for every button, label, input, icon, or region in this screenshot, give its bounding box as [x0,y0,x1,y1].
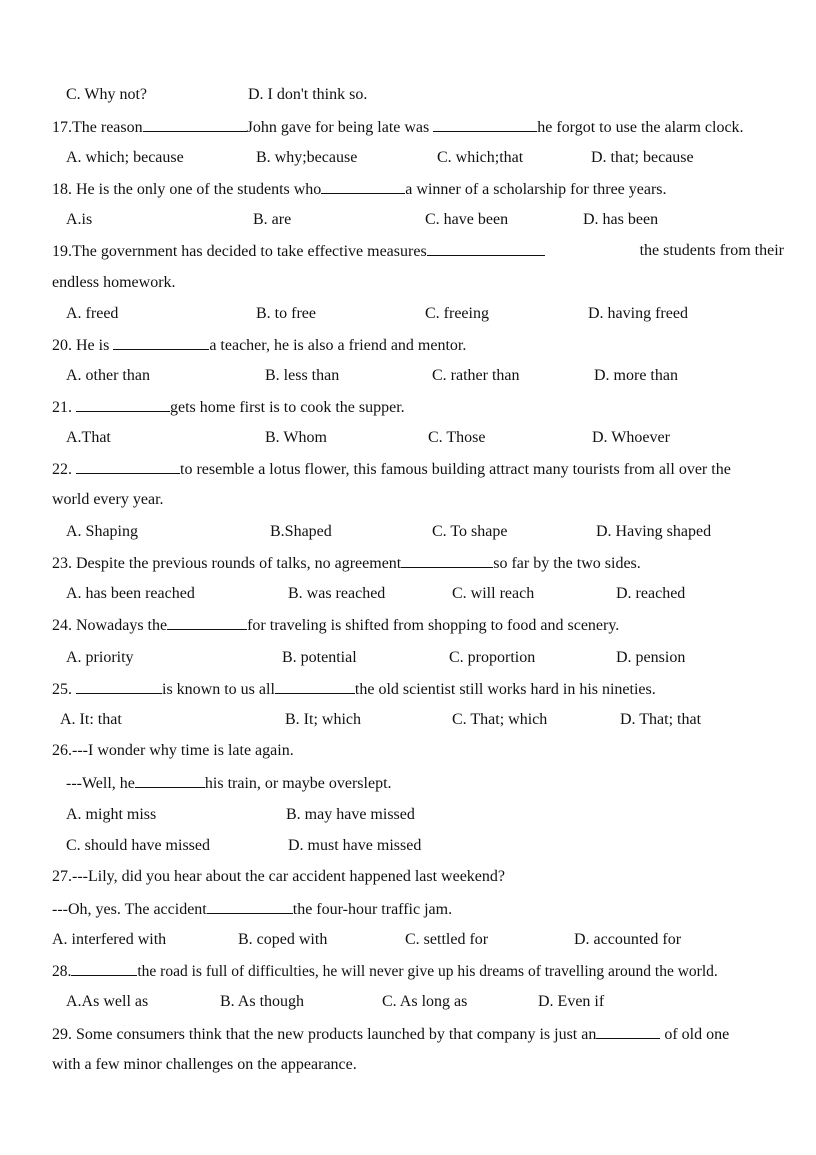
question-19: 19.The government has decided to take effective measures the students from their [52,242,784,260]
option-d: D. I don't think so. [248,86,368,103]
option-d: D. Having shaped [596,523,712,540]
option-c: C. rather than [432,367,520,384]
question-26-reply: ---Well, he his train, or maybe overslept. [66,775,392,792]
option-c: C. As long as [382,993,468,1010]
question-20: 20. He is a teacher, he is also a friend and mentor. [52,337,467,354]
answer-blank [401,553,493,568]
question-21: 21. gets home first is to cook the supper. [52,399,405,416]
question-24: 24. Nowadays the for traveling is shifted from shopping to food and scenery. [52,617,620,634]
option-b: B. As though [220,993,305,1010]
option-d: D. pension [616,649,686,666]
question-22: 22. to resemble a lotus flower, this famous building attract many tourists from all over the [52,461,731,478]
answer-blank [113,335,209,350]
option-a: A. priority [66,649,134,666]
option-d: D. That; that [620,711,702,728]
answer-blank [76,459,180,474]
option-d: D. having freed [588,305,688,322]
answer-blank [76,679,162,694]
option-a: A. has been reached [66,585,195,602]
answer-blank [433,117,537,132]
option-b: B. to free [256,305,316,322]
option-b: B. may have missed [286,806,415,823]
option-c: C. Why not? [66,86,148,103]
answer-blank [143,117,247,132]
answer-blank [321,179,405,194]
question-28: 28. the road is full of difficulties, he will never give up his dreams of travelling around the world. [52,963,718,980]
option-a: A. It: that [60,711,122,728]
option-b: B. Whom [265,429,327,446]
option-c: C. That; which [452,711,548,728]
option-a: A. might miss [66,806,157,823]
option-b: B. was reached [288,585,386,602]
option-a: A. which; because [66,149,184,166]
option-d: D. accounted for [574,931,682,948]
question-23: 23. Despite the previous rounds of talks, no agreement so far by the two sides. [52,555,641,572]
option-d: D. that; because [591,149,694,166]
answer-blank [275,679,355,694]
option-a: A.is [66,211,93,228]
option-c: C. will reach [452,585,535,602]
question-19-continued: endless homework. [52,274,176,291]
answer-blank [207,899,293,914]
answer-blank [135,773,205,788]
option-b: B. less than [265,367,340,384]
question-27-reply: ---Oh, yes. The accident the four-hour traffic jam. [52,901,453,918]
option-c: C. proportion [449,649,536,666]
question-29: 29. Some consumers think that the new products launched by that company is just an of old one [52,1026,730,1043]
question-22-continued: world every year. [52,491,164,508]
question-29-continued: with a few minor challenges on the appearance. [52,1056,357,1073]
option-c: C. To shape [432,523,508,540]
option-b: B. potential [282,649,357,666]
option-c: C. settled for [405,931,489,948]
option-d: D. more than [594,367,678,384]
option-a: A. Shaping [66,523,138,540]
answer-blank [71,961,137,976]
option-a: A. freed [66,305,119,322]
option-a: A. other than [66,367,150,384]
option-a: A. interfered with [52,931,167,948]
option-c: C. Those [428,429,486,446]
answer-blank [427,241,545,256]
answer-blank [596,1024,660,1039]
option-a: A.As well as [66,993,149,1010]
option-d: D. must have missed [288,837,422,854]
question-17: 17.The reason John gave for being late was he forgot to use the alarm clock. [52,119,744,136]
option-b: B. coped with [238,931,328,948]
option-c: C. which;that [437,149,524,166]
option-c: C. freeing [425,305,489,322]
option-d: D. reached [616,585,686,602]
question-25: 25. is known to us all the old scientist still works hard in his nineties. [52,681,656,698]
option-d: D. has been [583,211,659,228]
question-26: 26.---I wonder why time is late again. [52,742,294,759]
option-a: A.That [66,429,111,446]
option-b: B. are [253,211,292,228]
option-b: B. It; which [285,711,361,728]
option-b: B. why;because [256,149,358,166]
option-c: C. should have missed [66,837,210,854]
option-d: D. Whoever [592,429,670,446]
answer-blank [76,397,170,412]
answer-blank [167,615,247,630]
option-d: D. Even if [538,993,605,1010]
option-c: C. have been [425,211,509,228]
question-18: 18. He is the only one of the students who a winner of a scholarship for three years. [52,181,667,198]
question-27: 27.---Lily, did you hear about the car accident happened last weekend? [52,868,505,885]
option-b: B.Shaped [270,523,332,540]
